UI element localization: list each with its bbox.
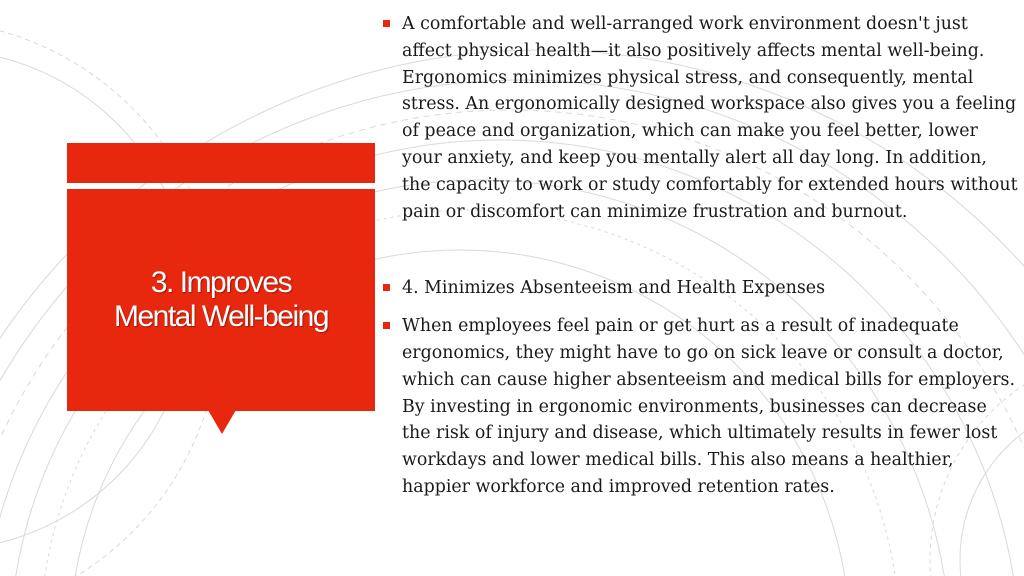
slide-title-line-2: Mental Well-being [113,300,329,333]
slide-title [114,266,328,334]
slide-title-line-1: 3. Improves [150,266,292,299]
square-bullet-icon [383,284,390,291]
title-panel-pointer [208,410,236,434]
bullet-list [382,11,1018,512]
title-accent-strip [67,143,375,183]
bullet-item [382,313,1018,501]
bullet-text: When employees feel pain or get hurt as a result of inadequate ergonomics, they might have to go on sick leave or consult a doctor, which can cause higher absenteeism and medical bills for employers. By investing in ergonomic environments, businesses can decrease the risk of injury and disease, which ultimately results in fewer lost workdays and lower medical bills. This also means a healthier, happier workforce and improved retention rates. [402,316,1015,497]
bullet-text: A comfortable and well-arranged work environment doesn't just affect physical health—it also positively affects mental well-being. Ergonomics minimizes physical stress, and consequently, mental stress. An ergonomically designed workspace also gives you a feeling of peace and organization, which can make you feel better, lower your anxiety, and keep you mentally alert all day long. In addition, the capacity to work or study comfortably for extended hours without pain or discomfort can minimize frustration and burnout. [402,14,1018,222]
bullet-text: 4. Minimizes Absenteeism and Health Expenses [402,278,825,299]
bullet-item [382,275,1018,302]
square-bullet-icon [383,322,390,329]
bullet-item [382,11,1018,225]
square-bullet-icon [383,20,390,27]
title-panel [67,189,375,411]
